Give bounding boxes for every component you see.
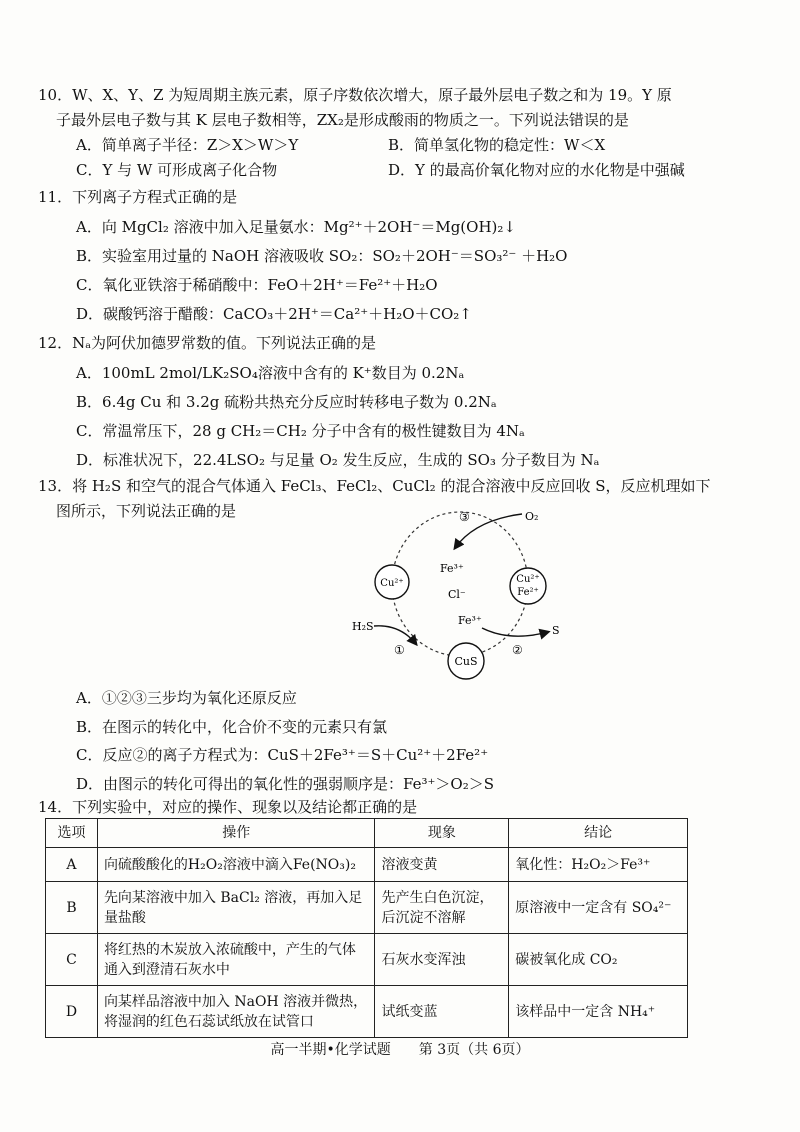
cu2-fe2-label-top: Cu²⁺ <box>516 574 540 585</box>
step3-label: ③ <box>459 510 470 524</box>
row-conclusion: 氧化性：H₂O₂＞Fe³⁺ <box>509 848 688 882</box>
row-conclusion: 碳被氧化成 CO₂ <box>509 934 688 986</box>
q11-option-a: A．向 MgCl₂ 溶液中加入足量氨水：Mg²⁺＋2OH⁻＝Mg(OH)₂↓ <box>76 218 516 236</box>
table-row <box>46 934 688 986</box>
row-phenomenon: 试纸变蓝 <box>375 986 509 1038</box>
row-phenomenon: 先产生白色沉淀，后沉淀不溶解 <box>375 882 509 934</box>
q10-option-d: D．Y 的最高价氧化物对应的水化物是中强碱 <box>388 161 685 179</box>
q12-option-c: C．常温常压下，28 g CH₂＝CH₂ 分子中含有的极性键数目为 4Nₐ <box>76 422 525 440</box>
row-operation: 向硫酸酸化的H₂O₂溶液中滴入Fe(NO₃)₂ <box>97 848 375 882</box>
cl-label: Cl⁻ <box>448 588 466 601</box>
fe3-bottom-label: Fe³⁺ <box>458 614 482 627</box>
step2-label: ② <box>512 643 523 657</box>
row-option: D <box>46 986 98 1038</box>
row-phenomenon: 溶液变黄 <box>375 848 509 882</box>
q13-option-b: B．在图示的转化中，化合价不变的元素只有氯 <box>76 718 388 736</box>
q10-stem-line1: 10．W、X、Y、Z 为短周期主族元素，原子序数依次增大，原子最外层电子数之和为 19。Y 原 <box>38 86 672 104</box>
table-header-row <box>46 819 688 848</box>
s-arrow <box>482 628 548 636</box>
s-label: S <box>552 624 560 637</box>
row-option: C <box>46 934 98 986</box>
row-option: B <box>46 882 98 934</box>
q13-stem-line2: 图所示，下列说法正确的是 <box>56 502 237 520</box>
header-phenomenon: 现象 <box>375 819 509 848</box>
page-footer: 高一半期•化学试题 第 3页（共 6页） <box>270 1042 530 1058</box>
row-operation: 向某样品溶液中加入 NaOH 溶液并微热，将湿润的红色石蕊试纸放在试管口 <box>97 986 375 1038</box>
q11-option-b: B．实验室用过量的 NaOH 溶液吸收 SO₂：SO₂＋2OH⁻＝SO₃²⁻ ＋H₂O <box>76 247 568 265</box>
cycle-dashed-ring <box>392 512 528 656</box>
q11-option-c: C．氧化亚铁溶于稀硝酸中：FeO＋2H⁺＝Fe²⁺＋H₂O <box>76 276 438 294</box>
row-option: A <box>46 848 98 882</box>
q13-option-c: C．反应②的离子方程式为：CuS＋2Fe³⁺＝S＋Cu²⁺＋2Fe²⁺ <box>76 746 489 764</box>
h2s-arrow <box>374 626 416 644</box>
q14-stem: 14．下列实验中，对应的操作、现象以及结论都正确的是 <box>38 798 418 816</box>
q13-option-d: D．由图示的转化可得出的氧化性的强弱顺序是：Fe³⁺＞O₂＞S <box>76 775 495 793</box>
table-row <box>46 882 688 934</box>
experiment-table <box>45 818 688 1038</box>
table-row <box>46 986 688 1038</box>
o2-label: O₂ <box>525 510 539 523</box>
reaction-mechanism-diagram <box>340 500 580 684</box>
cu2-fe2-label-bottom: Fe²⁺ <box>517 587 539 598</box>
cus-label: CuS <box>454 655 478 668</box>
row-operation: 先向某溶液中加入 BaCl₂ 溶液，再加入足量盐酸 <box>97 882 375 934</box>
step1-label: ① <box>394 643 405 657</box>
q10-option-c: C．Y 与 W 可形成离子化合物 <box>76 161 278 179</box>
fe3-top-label: Fe³⁺ <box>440 562 464 575</box>
row-conclusion: 该样品中一定含 NH₄⁺ <box>509 986 688 1038</box>
table-row <box>46 848 688 882</box>
header-operation: 操作 <box>97 819 375 848</box>
q10-option-a: A．简单离子半径：Z＞X＞W＞Y <box>76 136 299 154</box>
row-phenomenon: 石灰水变浑浊 <box>375 934 509 986</box>
q12-stem: 12．Nₐ为阿伏加德罗常数的值。下列说法正确的是 <box>38 334 377 352</box>
header-conclusion: 结论 <box>509 819 688 848</box>
row-conclusion: 原溶液中一定含有 SO₄²⁻ <box>509 882 688 934</box>
q12-option-b: B．6.4g Cu 和 3.2g 硫粉共热充分反应时转移电子数为 0.2Nₐ <box>76 393 497 411</box>
q12-option-a: A．100mL 2mol/LK₂SO₄溶液中含有的 K⁺数目为 0.2Nₐ <box>76 364 465 382</box>
q11-option-d: D．碳酸钙溶于醋酸：CaCO₃＋2H⁺＝Ca²⁺＋H₂O＋CO₂↑ <box>76 305 472 323</box>
q12-option-d: D．标准状况下，22.4LSO₂ 与足量 O₂ 发生反应，生成的 SO₃ 分子数目为 Nₐ <box>76 451 600 469</box>
q11-stem: 11．下列离子方程式正确的是 <box>38 188 238 206</box>
cu2-label: Cu²⁺ <box>380 578 404 589</box>
q10-stem-line2: 子最外层电子数与其 K 层电子数相等，ZX₂是形成酸雨的物质之一。下列说法错误的是 <box>56 111 629 129</box>
q10-option-b: B．简单氢化物的稳定性：W＜X <box>388 136 606 154</box>
row-operation: 将红热的木炭放入浓硫酸中，产生的气体通入到澄清石灰水中 <box>97 934 375 986</box>
q13-option-a: A．①②③三步均为氧化还原反应 <box>76 689 297 707</box>
q13-stem-line1: 13．将 H₂S 和空气的混合气体通入 FeCl₃、FeCl₂、CuCl₂ 的混合溶液中反应回收 S，反应机理如下 <box>38 477 711 495</box>
h2s-label: H₂S <box>352 620 374 633</box>
header-option: 选项 <box>46 819 98 848</box>
